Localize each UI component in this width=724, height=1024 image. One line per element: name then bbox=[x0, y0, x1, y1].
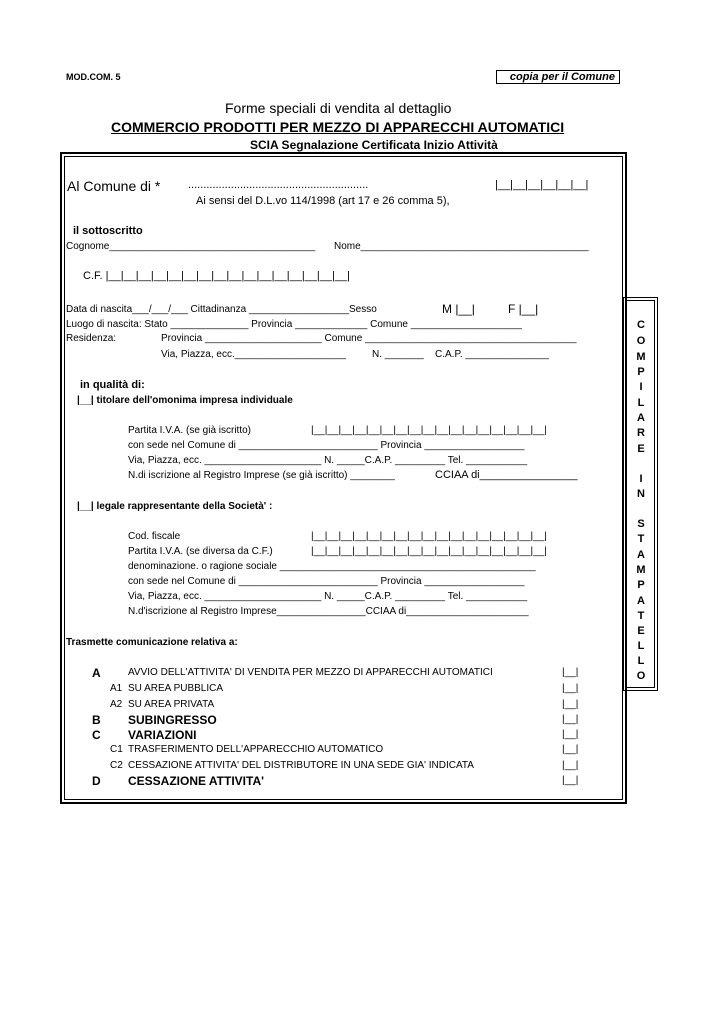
rep-tax-field[interactable]: |__|__|__|__|__|__|__|__|__|__|__|__|__|__|__|__|__| bbox=[311, 531, 547, 542]
holder-vat-label: Partita I.V.A. (se già iscritto) bbox=[128, 425, 252, 436]
side-note-letter: I bbox=[639, 381, 643, 393]
holder-seat-line[interactable]: con sede nel Comune di _________________________ Provincia __________________ bbox=[128, 440, 525, 451]
side-note-letter: L bbox=[637, 655, 645, 667]
option-code-d: D bbox=[92, 774, 101, 788]
comune-field[interactable]: ........................................................... bbox=[188, 179, 369, 191]
option-checkbox-c[interactable]: |__| bbox=[562, 729, 579, 740]
undersigned-heading: il sottoscritto bbox=[73, 225, 143, 237]
residence-cap[interactable]: C.A.P. _______________ bbox=[435, 349, 549, 360]
option-label-a: AVVIO DELL'ATTIVITA' DI VENDITA PER MEZZO DI APPARECCHI AUTOMATICI bbox=[128, 667, 493, 678]
option-label-a2: SU AREA PRIVATA bbox=[128, 699, 215, 710]
side-note-letter: O bbox=[636, 335, 646, 347]
side-note-letter: A bbox=[637, 412, 645, 424]
side-note-letter: C bbox=[637, 319, 645, 331]
rep-vat-field[interactable]: |__|__|__|__|__|__|__|__|__|__|__|__|__|__|__|__|__| bbox=[311, 546, 547, 557]
holder-street-line[interactable]: Via, Piazza, ecc. _____________________ N. _____C.A.P. _________ Tel. ___________ bbox=[128, 455, 528, 466]
rep-tax-label: Cod. fiscale bbox=[128, 531, 181, 542]
sex-f-checkbox[interactable]: F |__| bbox=[508, 302, 539, 316]
side-note-letter: I bbox=[639, 473, 643, 485]
side-note-letter: P bbox=[637, 579, 645, 591]
holder-register-line[interactable]: N.di iscrizione al Registro Imprese (se già iscritto) ________ bbox=[128, 470, 395, 481]
option-checkbox-d[interactable]: |__| bbox=[562, 775, 579, 786]
birth-line[interactable]: Data di nascita___/___/___ Cittadinanza __________________Sesso bbox=[66, 304, 377, 315]
comune-code-field[interactable]: |__|__|__|__|__|__| bbox=[495, 179, 589, 191]
option-checkbox-c2[interactable]: |__| bbox=[562, 760, 579, 771]
form-subtitle: SCIA Segnalazione Certificata Inizio Attività bbox=[250, 138, 498, 152]
side-note-letter: N bbox=[637, 488, 645, 500]
form-title: Forme speciali di vendita al dettaglio bbox=[225, 100, 452, 116]
option-code-c: C bbox=[92, 728, 101, 742]
option-checkbox-a[interactable]: |__| bbox=[562, 667, 579, 678]
rep-street-line[interactable]: Via, Piazza, ecc. _____________________ N. _____C.A.P. _________ Tel. ___________ bbox=[128, 591, 528, 602]
form-code: MOD.COM. 5 bbox=[66, 72, 121, 82]
rep-seat-line[interactable]: con sede nel Comune di _________________________ Provincia __________________ bbox=[128, 576, 525, 587]
holder-vat-field[interactable]: |__|__|__|__|__|__|__|__|__|__|__|__|__|__|__|__|__| bbox=[311, 425, 547, 436]
option-checkbox-a1[interactable]: |__| bbox=[562, 683, 579, 694]
option-code-a1: A1 bbox=[110, 683, 123, 694]
side-note-letter: P bbox=[637, 366, 645, 378]
side-note-letter: M bbox=[636, 564, 646, 576]
birthplace-line[interactable]: Luogo di nascita: Stato ______________ Provincia _____________ Comune ____________________ bbox=[66, 319, 522, 330]
holder-cciaa-field[interactable]: CCIAA di________________ bbox=[435, 469, 578, 481]
side-note-letter: T bbox=[637, 533, 645, 545]
option-code-c2: C2 bbox=[110, 760, 123, 771]
sex-m-checkbox[interactable]: M |__| bbox=[442, 302, 475, 316]
copy-label-box bbox=[496, 70, 620, 84]
surname-field[interactable]: Cognome_____________________________________ bbox=[66, 241, 316, 252]
side-note-letter: L bbox=[637, 640, 645, 652]
addressee-label: Al Comune di * bbox=[67, 178, 161, 194]
option-code-c1: C1 bbox=[110, 744, 123, 755]
residence-street[interactable]: Via, Piazza, ecc.____________________ bbox=[161, 349, 346, 360]
residence-line-1[interactable]: Provincia _____________________ Comune ______________________________________ bbox=[161, 333, 577, 344]
representative-checkbox[interactable]: |__| legale rappresentante della Società' : bbox=[77, 501, 273, 512]
side-note-letter: S bbox=[637, 518, 645, 530]
side-note-letter: T bbox=[637, 610, 645, 622]
option-checkbox-a2[interactable]: |__| bbox=[562, 699, 579, 710]
option-label-b: SUBINGRESSO bbox=[128, 713, 217, 727]
residence-label: Residenza: bbox=[66, 333, 117, 344]
communication-heading: Trasmette comunicazione relativa a: bbox=[66, 637, 238, 648]
side-note-letter: R bbox=[637, 427, 645, 439]
holder-checkbox[interactable]: |__| titolare dell'omonima impresa individuale bbox=[77, 395, 293, 406]
residence-number[interactable]: N. _______ bbox=[372, 349, 424, 360]
option-label-c: VARIAZIONI bbox=[128, 728, 197, 742]
side-note-letter: A bbox=[637, 549, 645, 561]
side-note-letter: E bbox=[637, 443, 645, 455]
option-label-c2: CESSAZIONE ATTIVITA' DEL DISTRIBUTORE IN UNA SEDE GIA' INDICATA bbox=[128, 760, 474, 771]
option-label-d: CESSAZIONE ATTIVITA' bbox=[128, 774, 264, 788]
option-code-a2: A2 bbox=[110, 699, 123, 710]
option-checkbox-c1[interactable]: |__| bbox=[562, 744, 579, 755]
rep-vat-label: Partita I.V.A. (se diversa da C.F.) bbox=[128, 546, 273, 557]
side-note-letter: E bbox=[637, 625, 645, 637]
tax-code-field[interactable]: C.F. |__|__|__|__|__|__|__|__|__|__|__|__|__|__|__|__| bbox=[83, 270, 350, 282]
side-note-letter: A bbox=[637, 595, 645, 607]
side-note-letter: O bbox=[636, 670, 646, 682]
capacity-heading: in qualità di: bbox=[80, 379, 145, 391]
option-code-a: A bbox=[92, 666, 101, 680]
rep-register-line[interactable]: N.d'iscrizione al Registro Imprese________________CCIAA di______________________ bbox=[128, 606, 529, 617]
rep-company-name-line[interactable]: denominazione. o ragione sociale ______________________________________________ bbox=[128, 561, 536, 572]
option-code-b: B bbox=[92, 713, 101, 727]
side-note-letter: M bbox=[636, 351, 646, 363]
copy-label: copia per il Comune bbox=[509, 71, 615, 83]
name-field[interactable]: Nome_________________________________________ bbox=[334, 241, 589, 252]
side-note-letter: L bbox=[637, 397, 645, 409]
form-subject: COMMERCIO PRODOTTI PER MEZZO DI APPARECCHI AUTOMATICI bbox=[111, 119, 565, 135]
option-checkbox-b[interactable]: |__| bbox=[562, 714, 579, 725]
option-label-c1: TRASFERIMENTO DELL'APPARECCHIO AUTOMATICO bbox=[128, 744, 384, 755]
option-label-a1: SU AREA PUBBLICA bbox=[128, 683, 224, 694]
law-reference: Ai sensi del D.L.vo 114/1998 (art 17 e 26 comma 5), bbox=[196, 195, 450, 207]
